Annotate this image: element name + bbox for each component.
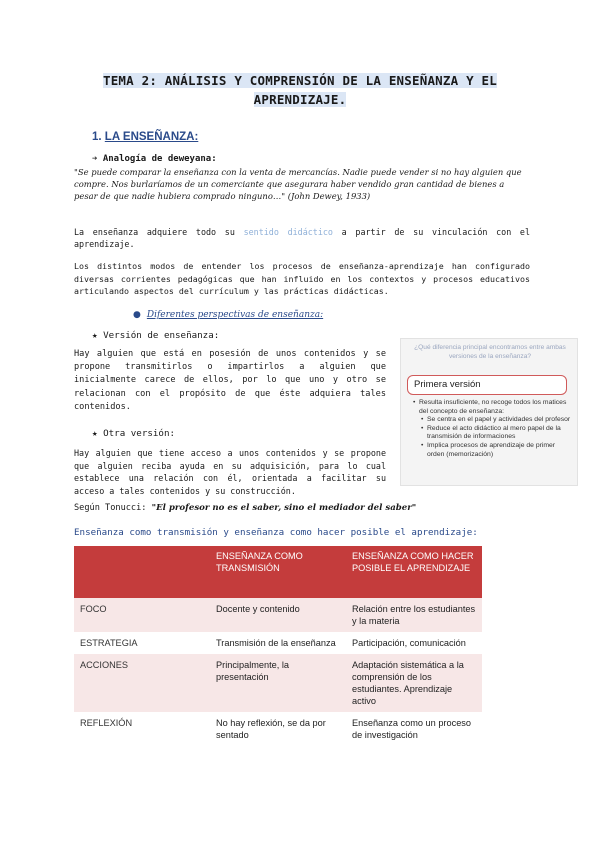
tonucci-text: "El profesor no es el saber, sino el mediador del saber" [151,503,417,513]
star-icon: ★ [92,330,98,341]
table-cell: Principalmente, la presentación [210,654,346,712]
table-header-row [74,546,482,598]
box-list [413,399,573,459]
list-item: • Resulta insuficiente, no recoge todos los matices del concepto de enseñanza: [413,399,573,416]
table-cell: Enseñanza como un proceso de investigación [346,712,482,746]
version-label: Otra versión: [103,428,176,439]
highlight-text: sentido didáctico [243,227,333,237]
box-version-label: Primera versión [407,375,567,395]
paragraph-version-1: Hay alguien que está en posesión de unos contenidos y se propone transmitirlos o impartirlos a alguien que inicialmente carece de ellos, por lo que uno y otro se relacionan con el propósito de que éste adquiera tales contenidos. [74,349,386,412]
table-cell: ESTRATEGIA [74,632,210,654]
page-title [70,71,530,109]
list-item: • Reduce el acto didáctico al mero papel de la transmisión de informaciones [413,425,573,442]
list-item: • Se centra en el papel y actividades del profesor [413,416,573,425]
table-header: ENSEÑANZA COMO TRANSMISIÓN [210,546,346,598]
difference-box [400,338,578,486]
list-item: • Implica procesos de aprendizaje de primer orden (memorización) [413,442,573,459]
table-header [74,546,210,598]
table-cell: Participación, comunicación [346,632,482,654]
table-header: ENSEÑANZA COMO HACER POSIBLE EL APRENDIZAJE [346,546,482,598]
table-cell: No hay reflexión, se da por sentado [210,712,346,746]
perspectives-heading [133,310,323,320]
table-cell: FOCO [74,598,210,632]
version-label: Versión de enseñanza: [103,330,220,341]
section-number: 1. [92,131,102,143]
version-heading-1 [92,330,219,341]
paragraph-text: La enseñanza adquiere todo su [74,227,244,237]
comparison-table [74,546,482,746]
title-line-2: APRENDIZAJE. [253,92,347,107]
table-heading: Enseñanza como transmisión y enseñanza como hacer posible el aprendizaje: [74,527,478,538]
analogy-heading [92,154,217,164]
perspectives-label: Diferentes perspectivas de enseñanza: [146,310,324,320]
paragraph-version-2: Hay alguien que tiene acceso a unos contenidos y se propone que alguien reciba ayuda en su adquisición, para lo cual establece una relación con él, orientada a facilitar su acceso a tales contenidos y su construcción. [74,448,386,496]
star-icon: ★ [92,428,98,439]
table-cell: REFLEXIÓN [74,712,210,746]
analogy-label: Analogía de deweyana: [102,154,217,164]
table-cell: Relación entre los estudiantes y la materia [346,598,482,632]
box-question: ¿Qué diferencia principal encontramos entre ambas versiones de la enseñanza? [414,344,566,360]
paragraph-didactic-sense [74,226,530,250]
arrow-icon: ➔ [92,154,98,164]
tonucci-prefix: Según Tonucci: [74,503,152,513]
tonucci-quote [74,503,416,513]
section-label: LA ENSEÑANZA: [104,131,199,143]
bullet-icon: ● [133,310,141,320]
title-line-1: TEMA 2: ANÁLISIS Y COMPRENSIÓN DE LA ENSEÑANZA Y EL [102,73,497,88]
table-row [74,712,482,746]
table-cell: Adaptación sistemática a la comprensión de los estudiantes. Aprendizaje activo [346,654,482,712]
paragraph-text: a partir de su vinculación con el aprendizaje. [74,227,531,249]
dewey-quote: "Se puede comparar la enseñanza con la venta de mercancías. Nadie puede vender si no hay alguien que compre. Nos burlaríamos de un comerciante que asegurara haber vendido gran cantidad de bienes a pesar de que nadie hubiera comprado ninguno…" (John Dewey, 1933) [74,167,522,201]
section-heading [92,131,198,143]
table-cell: Transmisión de la enseñanza [210,632,346,654]
table-cell: Docente y contenido [210,598,346,632]
table-row [74,654,482,712]
version-heading-2 [92,428,175,439]
paragraph-pedagogical-currents: Los distintos modos de entender los procesos de enseñanza-aprendizaje han configurado diversas corrientes pedagógicas que han influido en los contextos y procesos educativos articulando aspectos del currículum y las prácticas didácticas. [74,261,530,296]
table-row [74,632,482,654]
table-cell: ACCIONES [74,654,210,712]
table-row [74,598,482,632]
